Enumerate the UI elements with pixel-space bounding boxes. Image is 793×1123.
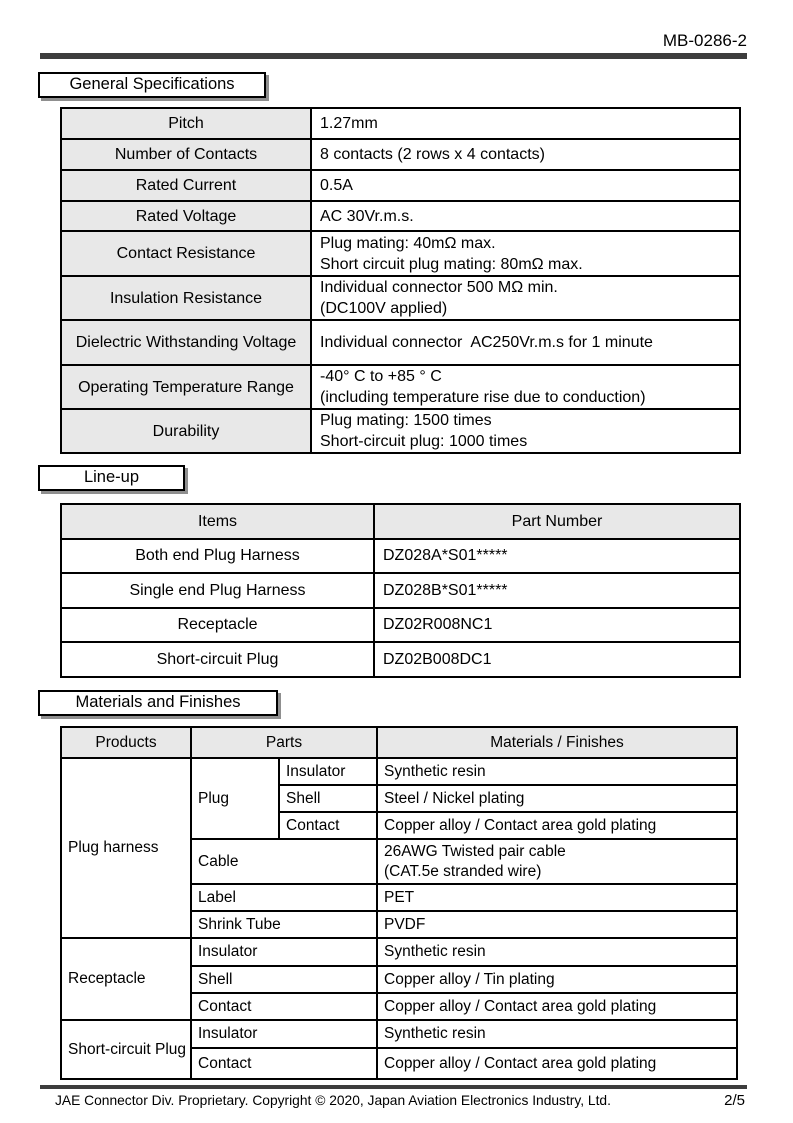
material-cell: Copper alloy / Tin plating [377, 966, 737, 993]
section-title-general-specifications: General Specifications [38, 72, 266, 98]
value-line: 1.27mm [320, 115, 378, 132]
value-line: Short circuit plug mating: 80mΩ max. [320, 255, 583, 273]
table-row [61, 365, 740, 409]
footer-rule [40, 1085, 747, 1089]
table-row [61, 409, 740, 453]
table-header-row [61, 504, 740, 539]
spec-label: Rated Current [61, 170, 311, 201]
header-double-rule [40, 53, 747, 59]
table-row [61, 201, 740, 231]
table-row [61, 139, 740, 170]
value-line: Short-circuit plug: 1000 times [320, 433, 528, 450]
table-header-row [61, 727, 737, 758]
general-specifications-table [60, 107, 741, 454]
material-line: (CAT.5e stranded wire) [384, 862, 542, 880]
part-cell: Shrink Tube [191, 911, 377, 938]
value-line: AC 30Vr.m.s. [320, 207, 414, 225]
table-row [61, 231, 740, 276]
spec-value [311, 231, 740, 276]
table-row [61, 758, 737, 785]
spec-label: Pitch [61, 108, 311, 139]
material-cell: PET [377, 884, 737, 911]
lineup-item: Receptacle [61, 608, 374, 642]
material-cell: PVDF [377, 911, 737, 938]
part-group-cell: Plug [191, 758, 279, 839]
part-cell: Contact [279, 812, 377, 839]
spec-label: Contact Resistance [61, 231, 311, 276]
value-line: Plug mating: 40mΩ max. [320, 234, 496, 252]
material-cell: Copper alloy / Contact area gold plating [377, 812, 737, 839]
column-header-parts: Parts [191, 727, 377, 758]
value-line: 8 contacts (2 rows x 4 contacts) [320, 146, 545, 163]
table-row [61, 170, 740, 201]
line-up-table [60, 503, 741, 678]
page-indicator: 2/5 [724, 1092, 745, 1109]
material-cell: Synthetic resin [377, 938, 737, 966]
part-cell: Insulator [191, 1020, 377, 1048]
material-cell: Copper alloy / Contact area gold plating [377, 993, 737, 1020]
table-row [61, 320, 740, 365]
column-header-products: Products [61, 727, 191, 758]
lineup-item: Single end Plug Harness [61, 573, 374, 608]
part-cell: Shell [279, 785, 377, 812]
table-row [61, 1020, 737, 1048]
material-cell [377, 839, 737, 884]
material-cell: Steel / Nickel plating [377, 785, 737, 812]
table-row [61, 938, 737, 966]
product-cell: Short-circuit Plug [61, 1020, 191, 1079]
footer-copyright: JAE Connector Div. Proprietary. Copyright © 2020, Japan Aviation Electronics Industry, Ltd. [55, 1093, 611, 1108]
table-row [61, 642, 740, 677]
part-cell: Cable [191, 839, 377, 884]
spec-label: Number of Contacts [61, 139, 311, 170]
materials-and-finishes-table [60, 726, 738, 1080]
doc-number: MB-0286-2 [662, 31, 747, 50]
spec-label: Rated Voltage [61, 201, 311, 231]
value-line: Individual connector 500 MΩ min. [320, 279, 558, 296]
material-line: 26AWG Twisted pair cable [384, 842, 566, 860]
part-cell: Contact [191, 993, 377, 1020]
spec-label: Insulation Resistance [61, 276, 311, 320]
value-line: 0.5A [320, 177, 353, 194]
table-row [61, 108, 740, 139]
lineup-part-number: DZ028A*S01***** [374, 539, 740, 573]
lineup-part-number: DZ028B*S01***** [374, 573, 740, 608]
lineup-item: Short-circuit Plug [61, 642, 374, 677]
column-header-materials: Materials / Finishes [377, 727, 737, 758]
lineup-item: Both end Plug Harness [61, 539, 374, 573]
part-cell: Shell [191, 966, 377, 993]
value-line: Individual connector AC250Vr.m.s for 1 minute [320, 334, 653, 351]
table-row [61, 539, 740, 573]
lineup-part-number: DZ02B008DC1 [374, 642, 740, 677]
spec-value [311, 409, 740, 453]
value-line: (DC100V applied) [320, 300, 448, 317]
part-cell: Contact [191, 1048, 377, 1079]
section-title-materials-and-finishes: Materials and Finishes [38, 690, 278, 716]
lineup-part-number: DZ02R008NC1 [374, 608, 740, 642]
column-header-part-number: Part Number [374, 504, 740, 539]
spec-value [311, 139, 740, 170]
value-line: Plug mating: 1500 times [320, 412, 492, 429]
material-cell: Synthetic resin [377, 758, 737, 785]
spec-value [311, 170, 740, 201]
value-line: -40° C to +85 ° C [320, 368, 442, 385]
table-row [61, 608, 740, 642]
section-title-line-up: Line-up [38, 465, 185, 491]
spec-value [311, 320, 740, 365]
spec-label: Durability [61, 409, 311, 453]
spec-value [311, 108, 740, 139]
part-cell: Label [191, 884, 377, 911]
material-cell: Copper alloy / Contact area gold plating [377, 1048, 737, 1079]
product-cell: Plug harness [61, 758, 191, 938]
part-cell: Insulator [279, 758, 377, 785]
value-line: (including temperature rise due to conduction) [320, 389, 646, 406]
spec-value [311, 276, 740, 320]
part-cell: Insulator [191, 938, 377, 966]
table-row [61, 573, 740, 608]
column-header-items: Items [61, 504, 374, 539]
spec-label: Operating Temperature Range [61, 365, 311, 409]
spec-label: Dielectric Withstanding Voltage [61, 320, 311, 365]
spec-value [311, 201, 740, 231]
product-cell: Receptacle [61, 938, 191, 1020]
spec-value [311, 365, 740, 409]
table-row [61, 276, 740, 320]
material-cell: Synthetic resin [377, 1020, 737, 1048]
